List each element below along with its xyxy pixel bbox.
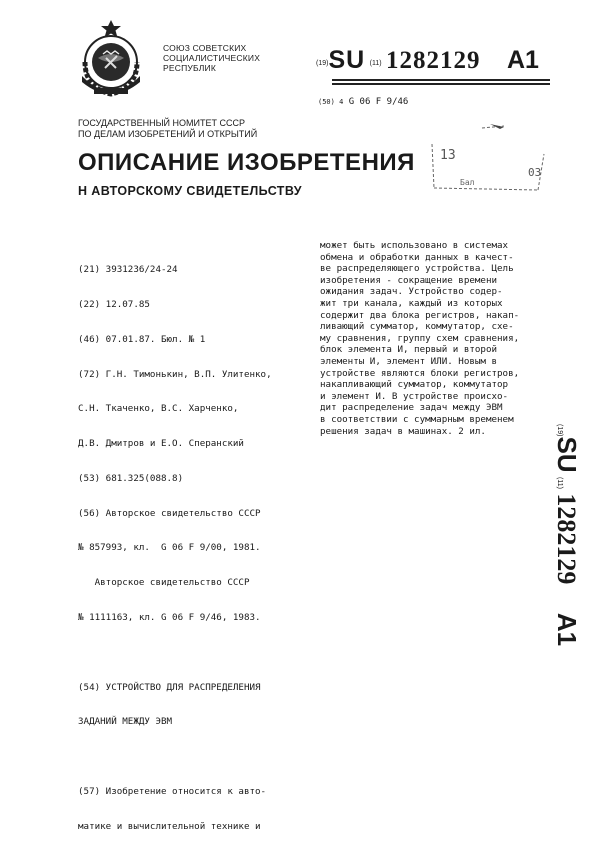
abstract-line: ве распределяющего устройства. Цель xyxy=(320,263,514,275)
abstract-line: дит распределение задач между ЭВМ xyxy=(320,402,503,414)
kind-code: A1 xyxy=(506,46,539,74)
number-label: (11) xyxy=(369,60,382,67)
abstract-line: и элемент И. В устройстве происхо- xyxy=(320,390,509,402)
stamp-text: 13 xyxy=(440,148,456,163)
biblio-line: матике и вычислительной технике и xyxy=(78,820,261,832)
committee-line: ГОСУДАРСТВЕННЫЙ НОМИТЕТ СССР xyxy=(78,118,245,128)
abstract-line: изобретения - сокращение времени xyxy=(320,274,498,286)
divider xyxy=(332,79,550,81)
biblio-line: Авторское свидетельство СССР xyxy=(78,577,250,589)
ipc-label: (50) 4 xyxy=(318,98,344,106)
abstract-line: в соответствии с суммарным временем xyxy=(320,413,514,425)
abstract-line: ожидания задач. Устройство содер- xyxy=(320,286,503,298)
abstract-line: элементы И, элемент ИЛИ. Новым в xyxy=(320,355,498,367)
country-code: SU xyxy=(328,46,366,74)
biblio-line: (46) 07.01.87. Бюл. № 1 xyxy=(78,333,206,345)
ussr-emblem-icon xyxy=(72,18,150,104)
abstract-line: устройстве являются блоки регистров, xyxy=(320,367,520,379)
ipc-code: G 06 F 9/46 xyxy=(348,97,409,107)
document-subtitle: Н АВТОРСКОМУ СВИДЕТЕЛЬСТВУ xyxy=(78,184,302,198)
publication-number xyxy=(316,46,539,78)
country-code: SU xyxy=(552,436,582,473)
ipc-classification xyxy=(318,97,408,107)
country-code-label: (19) xyxy=(316,60,329,67)
stamp-text: 03 xyxy=(528,166,542,179)
biblio-line: (56) Авторское свидетельство СССР xyxy=(78,507,261,519)
biblio-line: (53) 681.325(088.8) xyxy=(78,472,184,484)
abstract-line: обмена и обработки данных в качест- xyxy=(320,251,514,263)
org-line: СОЮЗ СОВЕТСКИХ xyxy=(163,43,247,53)
abstract-line: му сравнения, группу схем сравнения, xyxy=(320,332,520,344)
biblio-line: № 1111163, кл. G 06 F 9/46, 1983. xyxy=(78,612,261,623)
country-name xyxy=(163,43,260,73)
biblio-line: ЗАДАНИЙ МЕЖДУ ЭВМ xyxy=(78,716,173,728)
biblio-line xyxy=(78,751,272,763)
abstract-line: содержит два блока регистров, накап- xyxy=(320,309,520,321)
abstract-text xyxy=(320,240,550,437)
biblio-line: С.Н. Ткаченко, В.С. Харченко, xyxy=(78,403,239,415)
abstract-line: ливающий сумматор, коммутатор, схе- xyxy=(320,321,514,333)
biblio-line xyxy=(78,647,272,659)
biblio-line: Д.В. Дмитров и Е.О. Сперанский xyxy=(78,438,244,450)
kind-code: A1 xyxy=(552,612,582,647)
patent-number: 1282129 xyxy=(386,47,481,74)
abstract-line: может быть использовано в системах xyxy=(320,240,509,251)
org-line: СОЦИАЛИСТИЧЕСКИХ xyxy=(163,53,261,63)
committee-name xyxy=(78,118,257,140)
library-stamp xyxy=(420,118,560,198)
document-title: ОПИСАНИЕ ИЗОБРЕТЕНИЯ xyxy=(78,149,415,176)
biblio-line: (21) 3931236/24-24 xyxy=(78,264,178,276)
bibliographic-data xyxy=(78,241,272,844)
number-label: (11) xyxy=(556,477,563,489)
patent-number: 1282129 xyxy=(552,493,581,585)
biblio-line: № 857993, кл. G 06 F 9/00, 1981. xyxy=(78,542,261,554)
side-patent-number xyxy=(548,424,582,674)
committee-line: ПО ДЕЛАМ ИЗОБРЕТЕНИЙ И ОТКРЫТИЙ xyxy=(78,129,258,139)
abstract-line: блок элемента И, первый и второй xyxy=(320,344,498,356)
biblio-line: (72) Г.Н. Тимонькин, В.П. Улитенко, xyxy=(78,368,272,380)
stamp-text: Бал xyxy=(460,178,475,187)
abstract-line: решения задач в машинах. 2 ил. xyxy=(320,425,486,437)
country-code-label: (19) xyxy=(556,424,563,437)
divider xyxy=(332,83,550,85)
biblio-line: (54) УСТРОЙСТВО ДЛЯ РАСПРЕДЕЛЕНИЯ xyxy=(78,681,261,693)
biblio-line: (22) 12.07.85 xyxy=(78,298,150,310)
abstract-line: жит три канала, каждый из которых xyxy=(320,297,503,309)
org-line: РЕСПУБЛИК xyxy=(163,63,217,73)
abstract-line: накапливающий сумматор, коммутатор xyxy=(320,379,509,391)
biblio-line: (57) Изобретение относится к авто- xyxy=(78,785,267,797)
